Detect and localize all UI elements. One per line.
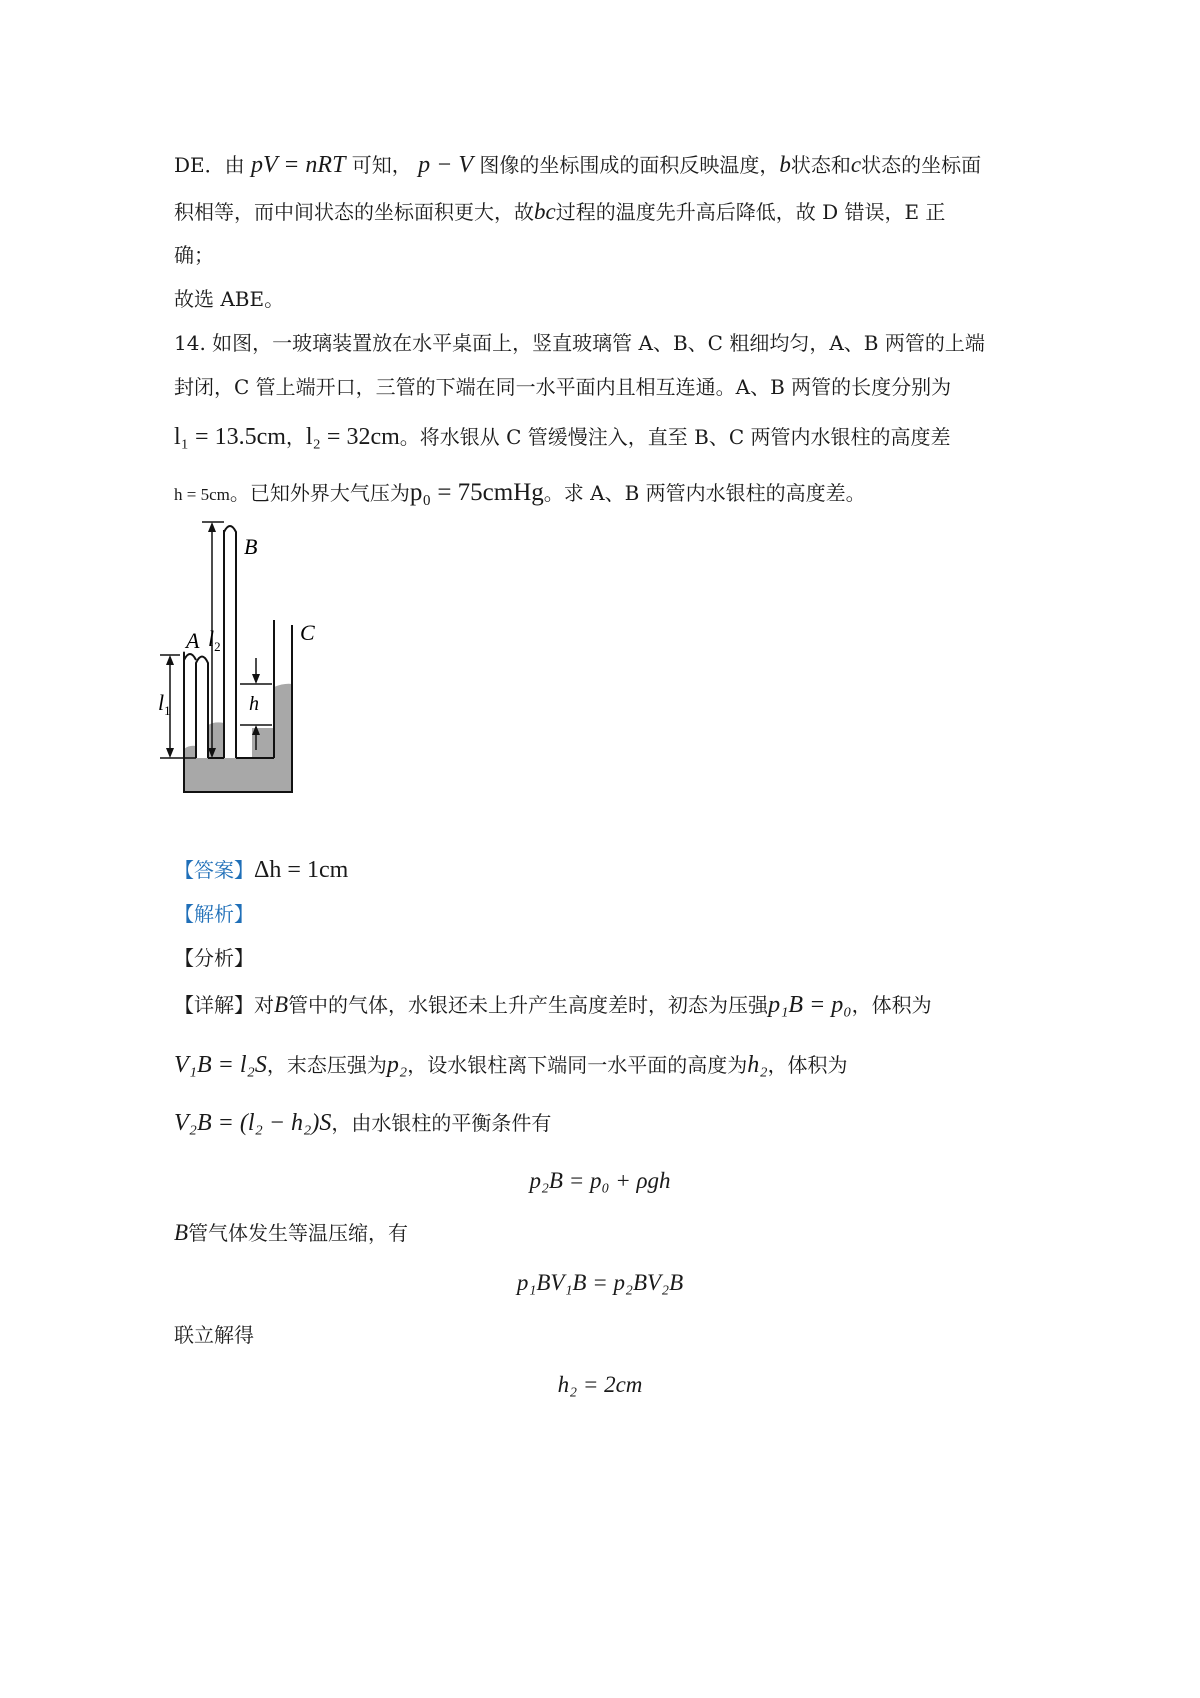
comma: ， <box>285 425 306 449</box>
answer-line <box>174 855 348 885</box>
formula-l2: l₂ = 32cm <box>305 424 400 450</box>
text-balance: ，由水银柱的平衡条件有 <box>331 1111 552 1135</box>
equation-3-text: h₂ = 2cm <box>557 1372 643 1397</box>
text-temp-process: 过程的温度先升高后降低，故 D 错误，E 正 <box>555 200 946 224</box>
u-tube-diagram <box>158 534 338 870</box>
text-dui: 对 <box>254 993 274 1017</box>
equation-1 <box>0 1166 1200 1196</box>
var-b-gas: B <box>174 1220 189 1245</box>
mercury-fill <box>184 684 292 792</box>
label-b: B <box>244 534 258 559</box>
formula-p1b: p₁B = p₀ <box>768 992 852 1018</box>
var-c: c <box>850 152 862 177</box>
answer-label: 【答案】 <box>174 858 254 882</box>
var-bc: bc <box>534 199 556 224</box>
text-line-3: 确； <box>174 243 214 267</box>
detail-line-2 <box>174 1050 848 1080</box>
tube-b-outline <box>224 526 236 758</box>
formula-p-v: p − V <box>418 152 474 178</box>
var-b: b <box>779 152 791 177</box>
text-final-pressure: ，末态压强为 <box>266 1053 387 1077</box>
fenxi-label: 【分析】 <box>174 946 254 970</box>
label-a: A <box>186 628 200 653</box>
text-find-diff: 。求 A、B 两管内水银柱的高度差。 <box>543 481 866 505</box>
label-h: h <box>249 693 259 715</box>
var-b-tube: B <box>274 992 289 1017</box>
text-height-def: ，设水银柱离下端同一水平面的高度为 <box>407 1053 748 1077</box>
text-line-1 <box>174 150 981 180</box>
formula-h2: h₂ <box>747 1052 768 1078</box>
text-volume-is-2: ，体积为 <box>767 1053 848 1077</box>
text-isothermal: 管气体发生等温压缩，有 <box>188 1221 409 1245</box>
answer-value: Δh = 1cm <box>254 857 349 883</box>
formula-p0: p₀ = 75cmHg <box>409 479 544 506</box>
detail-line-5: 联立解得 <box>174 1323 254 1347</box>
text-volume-is: ，体积为 <box>851 993 932 1017</box>
text-state-area: 状态的坐标面 <box>861 153 982 177</box>
analysis-label: 【解析】 <box>174 902 254 926</box>
formula-v2b: V₂B = (l₂ − h₂)S <box>174 1110 332 1136</box>
detail-line-1 <box>174 990 932 1020</box>
question-14-line-2: 封闭，C 管上端开口，三管的下端在同一水平面内且相互连通。A、B 两管的长度分别为 <box>174 375 952 399</box>
text-graph-area: 图像的坐标围成的面积反映温度， <box>479 153 780 177</box>
equation-2-text: p₁BV₁B = p₂BV₂B <box>516 1270 684 1295</box>
text-de: DE．由 <box>174 153 245 177</box>
tube-a <box>196 657 208 759</box>
equation-1-text: p₂B = p₀ + ρgh <box>529 1168 671 1193</box>
equation-3 <box>0 1370 1200 1400</box>
formula-v1b: V₁B = l₂S <box>174 1052 267 1078</box>
detail-line-4 <box>174 1218 408 1248</box>
text-line-4: 故选 ABE。 <box>174 287 285 311</box>
detail-label: 【详解】 <box>174 993 254 1017</box>
text-kezhi: 可知， <box>351 153 412 177</box>
equation-2 <box>0 1268 1200 1298</box>
formula-p2: p₂ <box>386 1052 408 1078</box>
text-initial-state: 管中的气体，水银还未上升产生高度差时，初态为压强 <box>288 993 769 1017</box>
question-14-line-3 <box>174 422 951 452</box>
label-c: C <box>300 620 315 645</box>
text-area-equal: 积相等，而中间状态的坐标面积更大，故 <box>174 200 534 224</box>
text-atm: 。已知外界大气压为 <box>229 481 410 505</box>
formula-pv-nrt: pV = nRT <box>251 152 346 178</box>
label-l2: $l_2$ <box>208 626 221 654</box>
text-mercury-inject: 。将水银从 C 管缓慢注入，直至 B、C 两管内水银柱的高度差 <box>399 425 951 449</box>
text-line-2 <box>174 197 945 227</box>
formula-l1: l₁ = 13.5cm <box>174 424 286 450</box>
label-l1: $l_1$ <box>158 690 171 718</box>
question-14-line-4 <box>174 478 866 510</box>
question-14-line-1: 14. 如图，一玻璃装置放在水平桌面上，竖直玻璃管 A、B、C 粗细均匀，A、B 两管的上端 <box>174 331 985 355</box>
text-state-and: 状态和 <box>790 153 851 177</box>
detail-line-3 <box>174 1108 551 1138</box>
formula-h: h = 5cm <box>174 485 230 504</box>
